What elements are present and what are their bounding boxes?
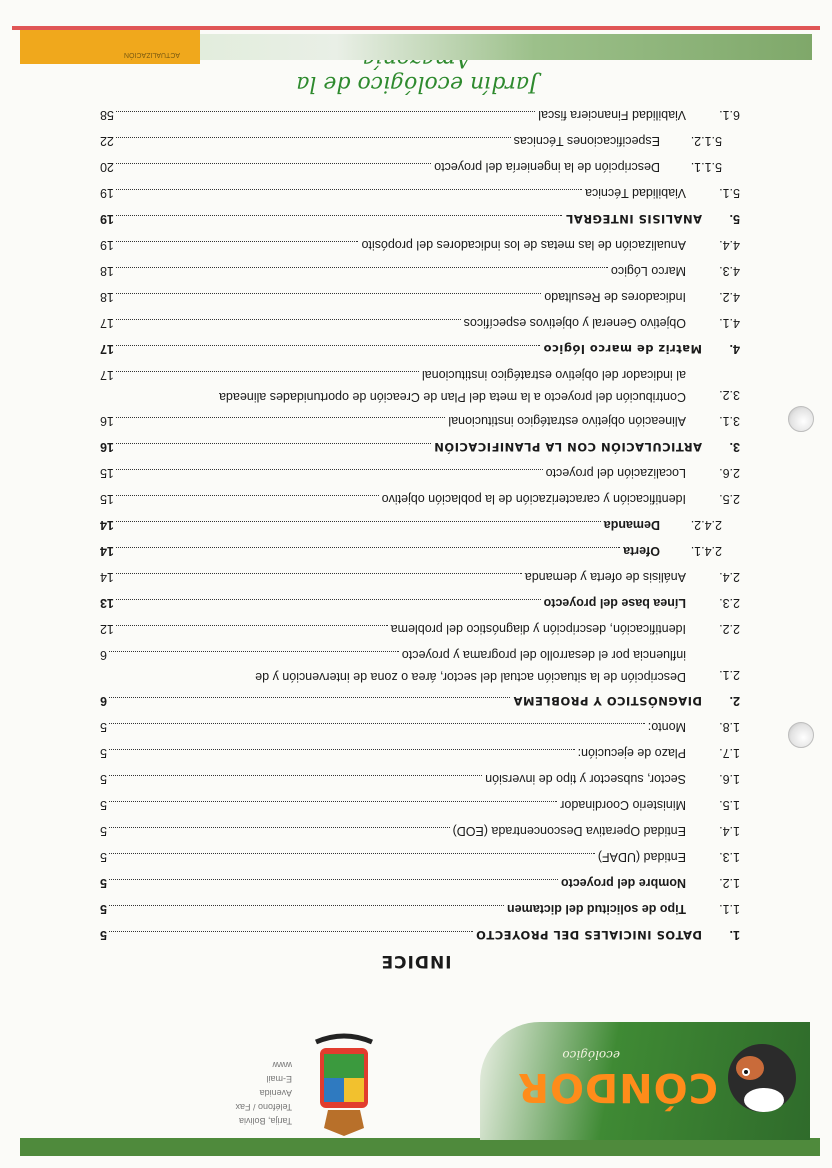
toc-entry bbox=[100, 436, 740, 456]
toc-entry-page: 16 bbox=[100, 414, 114, 428]
binder-hole bbox=[788, 406, 814, 432]
toc-entry-page: 18 bbox=[100, 264, 114, 278]
toc-entry-page: 19 bbox=[100, 238, 114, 252]
toc-leader-dots bbox=[116, 215, 563, 228]
toc-entry-number: 2.2. bbox=[719, 622, 740, 636]
toc-entry bbox=[100, 338, 740, 358]
toc-entry bbox=[100, 286, 740, 306]
contact-line: Teléfono / Fax bbox=[235, 1102, 292, 1112]
toc-entry-page: 5 bbox=[100, 720, 107, 734]
toc-leader-dots bbox=[116, 189, 582, 202]
toc-leader-dots bbox=[109, 801, 557, 814]
toc-entry-label: Objetivo General y objetivos específicos bbox=[463, 316, 686, 330]
toc-leader-dots bbox=[116, 625, 388, 638]
toc-entry bbox=[100, 312, 740, 332]
header-band bbox=[20, 1138, 820, 1156]
footer-yellow-label: ACTUALIZACIÓN bbox=[123, 51, 180, 58]
toc-leader-dots bbox=[116, 241, 359, 254]
toc-leader-dots bbox=[116, 547, 620, 560]
contact-line: Tarija, Bolivia bbox=[238, 1116, 292, 1126]
page-title: INDICE bbox=[380, 951, 452, 971]
toc-entry bbox=[100, 234, 740, 254]
toc-leader-dots bbox=[116, 417, 445, 430]
toc-entry bbox=[100, 820, 740, 840]
toc-entry-number: 3.2. bbox=[719, 388, 740, 402]
toc-entry bbox=[100, 872, 740, 892]
toc-entry-page: 14 bbox=[100, 518, 114, 532]
toc-entry bbox=[100, 410, 740, 430]
toc-leader-dots bbox=[109, 853, 595, 866]
toc-entry bbox=[100, 768, 740, 788]
toc-entry-label: Análisis de oferta y demanda bbox=[524, 570, 686, 584]
toc-entry-number: 1.5. bbox=[719, 798, 740, 812]
toc-entry-label: Contribución del proyecto a la meta del Plan de Creación de oportunidades alineada bbox=[219, 390, 686, 404]
toc-leader-dots bbox=[116, 599, 541, 612]
toc-entry-number: 2.4.2. bbox=[690, 518, 722, 532]
toc-leader-dots bbox=[116, 137, 511, 150]
toc-leader-dots bbox=[116, 443, 431, 456]
header-logo-panel bbox=[480, 1022, 810, 1140]
toc-leader-dots bbox=[109, 879, 558, 892]
footer-slogan: Jardín ecológico de la bbox=[296, 71, 538, 96]
toc-leader-dots bbox=[116, 495, 379, 508]
binder-hole bbox=[788, 722, 814, 748]
toc-entry-number: 1.6. bbox=[719, 772, 740, 786]
toc-entry-number: 4.4. bbox=[719, 238, 740, 252]
toc-entry bbox=[100, 540, 740, 560]
toc-entry bbox=[100, 648, 740, 684]
toc-entry-number: 4.1. bbox=[719, 316, 740, 330]
toc-entry-number: 3. bbox=[729, 440, 740, 454]
toc-entry-number: 2.1. bbox=[719, 668, 740, 682]
toc-entry-number: 4. bbox=[729, 342, 740, 356]
logo-text: CÓNDOR bbox=[517, 1064, 718, 1110]
toc-entry-number: 1.7. bbox=[719, 746, 740, 760]
toc-entry-number: 1.2. bbox=[719, 876, 740, 890]
toc-entry bbox=[100, 514, 740, 534]
toc-entry-number: 2.6. bbox=[719, 466, 740, 480]
toc-entry-number: 5.1.2. bbox=[690, 134, 722, 148]
toc-entry-number: 4.3. bbox=[719, 264, 740, 278]
toc-entry bbox=[100, 156, 740, 176]
toc-entry-label: Ministerio Coordinador bbox=[560, 798, 686, 812]
toc-leader-dots bbox=[116, 163, 431, 176]
toc-leader-dots bbox=[109, 697, 510, 710]
toc-entry-label: Línea base del proyecto bbox=[543, 596, 686, 610]
toc-entry-number: 2.5. bbox=[719, 492, 740, 506]
toc-entry-label: Especificaciones Técnicas bbox=[513, 134, 660, 148]
toc-entry-label-continued: al indicador del objetivo estratégico institucional bbox=[421, 368, 686, 382]
toc-entry-label: Sector, subsector y tipo de inversión bbox=[485, 772, 686, 786]
toc-entry-page: 5 bbox=[100, 876, 107, 890]
toc-entry-label: Matriz de marco lógico bbox=[543, 342, 702, 356]
toc-entry-page: 15 bbox=[100, 492, 114, 506]
toc-entry-label: Nombre del proyecto bbox=[560, 876, 686, 890]
toc-entry-page: 17 bbox=[100, 368, 114, 382]
toc-entry-page: 5 bbox=[100, 772, 107, 786]
toc-entry bbox=[100, 924, 740, 944]
toc-entry-label: Demanda bbox=[603, 518, 660, 532]
toc-entry-page: 20 bbox=[100, 160, 114, 174]
toc-entry-label: Indicadores de Resultado bbox=[544, 290, 686, 304]
toc-entry bbox=[100, 462, 740, 482]
condor-head-icon bbox=[718, 1038, 804, 1130]
toc-entry-label: Entidad (UDAF) bbox=[597, 850, 686, 864]
toc-entry-number: 3.1. bbox=[719, 414, 740, 428]
toc-entry-label: Identificación, descripción y diagnóstico del problema bbox=[390, 622, 686, 636]
toc-entry bbox=[100, 592, 740, 612]
toc-entry-page: 12 bbox=[100, 622, 114, 636]
toc-entry-page: 22 bbox=[100, 134, 114, 148]
toc-entry-label: Localización del proyecto bbox=[545, 466, 686, 480]
toc-entry-label: Alineación objetivo estratégico institucional bbox=[448, 414, 686, 428]
toc-entry-page: 17 bbox=[100, 316, 114, 330]
toc-entry bbox=[100, 618, 740, 638]
toc-entry-label: DIAGNÓSTICO Y PROBLEMA bbox=[513, 694, 702, 708]
toc-entry-label: Viabilidad Financiera fiscal bbox=[538, 108, 686, 122]
toc-entry-page: 5 bbox=[100, 850, 107, 864]
toc-entry-label: Entidad Operativa Desconcentrada (EOD) bbox=[452, 824, 686, 838]
toc-entry bbox=[100, 368, 740, 404]
toc-entry-page: 14 bbox=[100, 544, 114, 558]
contact-line: Avenida bbox=[259, 1088, 292, 1098]
toc-entry-number: 5. bbox=[729, 212, 740, 226]
toc-entry-label: Marco Lógico bbox=[610, 264, 686, 278]
toc-entry-page: 5 bbox=[100, 928, 107, 942]
toc-leader-dots bbox=[109, 931, 473, 944]
toc-entry bbox=[100, 566, 740, 586]
toc-leader-dots bbox=[116, 319, 461, 332]
toc-leader-dots bbox=[116, 469, 543, 482]
toc-entry-number: 6.1. bbox=[719, 108, 740, 122]
toc-leader-dots bbox=[116, 573, 522, 586]
toc-leader-dots bbox=[109, 749, 575, 762]
toc-entry-page: 18 bbox=[100, 290, 114, 304]
toc-leader-dots bbox=[116, 521, 601, 534]
toc-entry-label: Viabilidad Técnica bbox=[585, 186, 686, 200]
toc-entry bbox=[100, 846, 740, 866]
contact-block bbox=[52, 1058, 292, 1128]
toc-entry-page: 16 bbox=[100, 440, 114, 454]
toc-entry-label: ANALISIS INTEGRAL bbox=[565, 212, 702, 226]
toc-entry-label: ARTICULACIÓN CON LA PLANIFICACIÓN bbox=[433, 440, 702, 454]
toc-entry bbox=[100, 716, 740, 736]
toc-entry-label: Monto: bbox=[647, 720, 686, 734]
toc-leader-dots bbox=[116, 371, 419, 384]
toc-entry-page: 5 bbox=[100, 746, 107, 760]
toc-entry-page: 5 bbox=[100, 824, 107, 838]
toc-entry-page: 19 bbox=[100, 186, 114, 200]
toc-entry bbox=[100, 182, 740, 202]
toc-entry-number: 1.4. bbox=[719, 824, 740, 838]
toc-entry-page: 19 bbox=[100, 212, 114, 226]
toc-entry-page: 6 bbox=[100, 648, 107, 662]
toc-entry-number: 2.4.1. bbox=[690, 544, 722, 558]
toc-entry bbox=[100, 794, 740, 814]
toc-entry-number: 1.1. bbox=[719, 902, 740, 916]
toc-entry-page: 15 bbox=[100, 466, 114, 480]
toc-entry-page: 5 bbox=[100, 798, 107, 812]
toc-entry-label: Descripción de la situación actual del sector, área o zona de intervención y de bbox=[255, 670, 686, 684]
toc-entry-number: 2.4. bbox=[719, 570, 740, 584]
toc-leader-dots bbox=[116, 111, 535, 124]
toc-entry bbox=[100, 208, 740, 228]
footer-red-line bbox=[12, 26, 820, 30]
toc-leader-dots bbox=[109, 723, 645, 736]
toc-entry-label: Descripción de la ingeniería del proyecto bbox=[434, 160, 660, 174]
toc-entry-label: Identificación y caracterización de la población objetivo bbox=[381, 492, 686, 506]
toc-entry-page: 58 bbox=[100, 108, 114, 122]
toc-leader-dots bbox=[116, 345, 540, 358]
toc-entry-number: 5.1.1. bbox=[690, 160, 722, 174]
toc-entry-number: 1. bbox=[729, 928, 740, 942]
toc-leader-dots bbox=[109, 775, 482, 788]
toc-entry-page: 17 bbox=[100, 342, 114, 356]
toc-entry-page: 13 bbox=[100, 596, 114, 610]
toc-entry bbox=[100, 690, 740, 710]
toc-entry bbox=[100, 104, 740, 124]
toc-entry-number: 2. bbox=[729, 694, 740, 708]
toc-leader-dots bbox=[109, 827, 450, 840]
toc-entry-page: 6 bbox=[100, 694, 107, 708]
toc-entry-number: 5.1. bbox=[719, 186, 740, 200]
toc-entry-number: 1.8. bbox=[719, 720, 740, 734]
logo-subtitle: ecológico bbox=[562, 1048, 620, 1062]
toc-leader-dots bbox=[109, 905, 504, 918]
toc-entry-label: Tipo de solicitud del dictamen bbox=[507, 902, 686, 916]
contact-line: www bbox=[272, 1060, 292, 1070]
toc-entry-label-continued: influencia por el desarrollo del programa y proyecto bbox=[401, 648, 686, 662]
toc-entry-number: 4.2. bbox=[719, 290, 740, 304]
municipal-crest-icon bbox=[314, 1026, 374, 1138]
toc-entry-label: Oferta bbox=[623, 544, 660, 558]
toc-entry bbox=[100, 742, 740, 762]
toc-leader-dots bbox=[109, 651, 399, 664]
toc-leader-dots bbox=[116, 293, 541, 306]
toc-entry-label: Plazo de ejecución: bbox=[577, 746, 686, 760]
toc-entry-page: 5 bbox=[100, 902, 107, 916]
toc-entry bbox=[100, 898, 740, 918]
toc-entry-number: 1.3. bbox=[719, 850, 740, 864]
toc-entry-page: 14 bbox=[100, 570, 114, 584]
footer-yellow-tab bbox=[20, 30, 200, 64]
toc-entry bbox=[100, 488, 740, 508]
toc-entry bbox=[100, 130, 740, 150]
toc-entry-label: DATOS INICIALES DEL PROYECTO bbox=[475, 928, 702, 942]
toc-entry-number: 2.3. bbox=[719, 596, 740, 610]
toc-entry-label: Anualización de las metas de los indicadores del propósito bbox=[361, 238, 686, 252]
contact-line: E-mail bbox=[266, 1074, 292, 1084]
toc-leader-dots bbox=[116, 267, 608, 280]
toc-entry bbox=[100, 260, 740, 280]
